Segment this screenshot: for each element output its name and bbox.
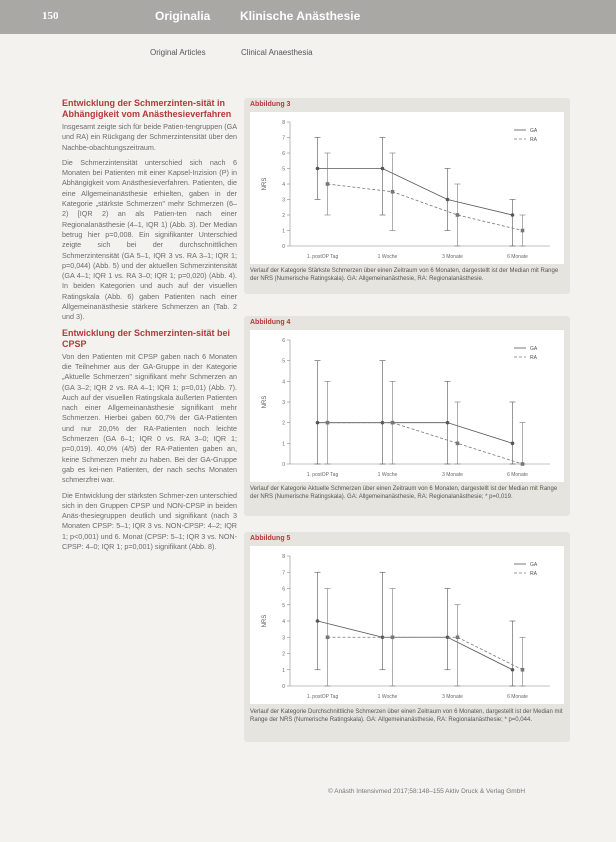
figure-title: Abbildung 4 bbox=[250, 319, 291, 326]
y-tick-label: 2 bbox=[282, 420, 285, 427]
chart-3 bbox=[250, 112, 564, 264]
y-tick-label: 1 bbox=[282, 228, 285, 235]
figure-caption: Verlauf der Kategorie Stärkste Schmerzen über einen Zeitraum von 6 Monaten, dargestellt ist der Median mit Range der NRS (Numerische Ratingskala). GA: Allgemeinanästhesie, RA: Regionalanästhesie. bbox=[250, 268, 559, 282]
y-tick-label: 3 bbox=[282, 635, 285, 642]
paragraph-1: Insgesamt zeigte sich für beide Patien-tengruppen (GA und RA) ein Rückgang der Schmerzintensität über den Nachbe-obachtungszeitraum. bbox=[62, 122, 237, 152]
y-tick-label: 2 bbox=[282, 651, 285, 658]
y-axis-label: NRS bbox=[262, 177, 268, 191]
figure-caption: Verlauf der Kategorie Durchschnittliche Schmerzen über einen Zeitraum von 6 Monaten, dargestellt ist der Median mit Range der NRS (Numerische Ratingskala). GA: Allgemeinanästhesie, RA: Regionalanästhesie; * p=0,044. bbox=[250, 709, 563, 723]
data-point bbox=[316, 619, 320, 623]
data-point bbox=[446, 198, 450, 202]
category-label: Originalia bbox=[155, 9, 211, 23]
body-text-column bbox=[62, 98, 237, 557]
data-point bbox=[391, 190, 395, 194]
legend-label: RA bbox=[530, 137, 537, 143]
data-point bbox=[381, 167, 385, 171]
chart-4 bbox=[250, 330, 564, 482]
chart-5 bbox=[250, 546, 564, 704]
figure-title: Abbildung 5 bbox=[250, 535, 291, 542]
y-tick-label: 3 bbox=[282, 400, 285, 406]
paragraph-2: Die Schmerzintensität unterschied sich nach 6 Monaten bei Patienten mit einer Kapsel-Inzision (P) in Abhängigkeit vom Anästhesieverfahren. Patienten, die eine Allgemeinanästhesie erhielten, gaben in der Kategorie „stärkste Schmerzen" mehr Schmerzen (6–2) [IQR 2) an als Patien-ten nach einer Regionalanästhesie (4–1, IQR 1) (Abb. 3). Der Median betrug hier p=0,008. Ein signifikanter Unterschied zeigte sich bei der durchschnittlichen Schmerzintensität (GA 5–1, IQR 3 vs. RA 3–1; IQR 1; p=0,044) (Abb. 5) und der aktuellen Schmerzintensität (GA 4–1; IQR 1 vs. RA 3–0; IQR 1; p=0,020) (Abb. 4). In beiden Kategorien und auch auf der visuellen Ratingskala (Abb. 6) gaben Patienten nach einer Allgemeinanästhesie stärkere Schmerzen an (Tab. 2 und 3). bbox=[62, 157, 237, 322]
category-label-2: Klinische Anästhesie bbox=[240, 9, 361, 23]
x-tick-label: 3 Monate bbox=[442, 694, 463, 700]
series-line-RA bbox=[328, 637, 523, 670]
y-tick-label: 1 bbox=[282, 667, 285, 674]
x-tick-label: 3 Monate bbox=[442, 254, 463, 260]
x-tick-label: 6 Monate bbox=[507, 694, 528, 700]
x-tick-label: 1 Woche bbox=[377, 472, 398, 478]
data-point bbox=[446, 421, 450, 425]
figure-4-plot bbox=[250, 330, 564, 482]
data-point bbox=[456, 442, 460, 446]
y-tick-label: 7 bbox=[282, 570, 285, 577]
x-tick-label: 6 Monate bbox=[507, 472, 528, 478]
y-tick-label: 5 bbox=[282, 358, 285, 365]
data-point bbox=[326, 182, 330, 186]
figure-3 bbox=[244, 98, 570, 294]
legend-label: RA bbox=[530, 355, 537, 361]
series-line-GA bbox=[318, 169, 513, 216]
y-tick-label: 0 bbox=[282, 244, 285, 250]
data-point bbox=[316, 167, 320, 171]
y-tick-label: 7 bbox=[282, 135, 285, 142]
legend-label: GA bbox=[530, 346, 538, 352]
footer-copyright: © Anästh Intensivmed 2017;58:148–155 Aktiv Druck & Verlag GmbH bbox=[328, 788, 526, 795]
x-tick-label: 6 Monate bbox=[507, 254, 528, 260]
series-line-GA bbox=[318, 423, 513, 444]
y-tick-label: 0 bbox=[282, 684, 285, 690]
y-tick-label: 6 bbox=[282, 151, 285, 157]
y-tick-label: 0 bbox=[282, 462, 285, 468]
legend-label: GA bbox=[530, 562, 538, 568]
data-point bbox=[326, 421, 330, 425]
section-heading-1: Entwicklung der Schmerzinten-sität in Abhängigkeit vom Anästhesieverfahren bbox=[62, 98, 232, 119]
y-tick-label: 1 bbox=[282, 441, 285, 448]
y-tick-label: 6 bbox=[282, 338, 285, 344]
y-tick-label: 4 bbox=[282, 379, 285, 386]
y-tick-label: 2 bbox=[282, 213, 285, 219]
data-point bbox=[326, 635, 330, 639]
y-tick-label: 4 bbox=[282, 619, 285, 625]
x-tick-label: 1. postOP Tag bbox=[306, 694, 339, 700]
category-en: Original Articles bbox=[150, 48, 206, 57]
y-tick-label: 5 bbox=[282, 166, 285, 173]
series-line-GA bbox=[318, 621, 513, 670]
y-tick-label: 4 bbox=[282, 182, 285, 188]
legend-label: GA bbox=[530, 128, 538, 134]
figure-5 bbox=[244, 532, 570, 742]
y-tick-label: 5 bbox=[282, 602, 285, 609]
x-tick-label: 3 Monate bbox=[442, 472, 463, 478]
data-point bbox=[521, 229, 525, 233]
data-point bbox=[456, 213, 460, 217]
y-axis-label: NRS bbox=[262, 614, 268, 628]
paragraph-3: Von den Patienten mit CPSP gaben nach 6 Monaten die Teilnehmer aus der GA-Gruppe in der Kategorie „Aktuelle Schmerzen" signifikant mehr Schmerzen an (GA 3–2; IQR 2 vs. RA 4–1; IQR 1; p=0,01) (Abb. 7). Auch auf der visuellen Ratingskala äußerten Patienten nach einer Allgemeinanästhesie signifikant mehr Schmerzen. Hierbei gaben 60,7% der GA-Patienten und nur 20,0% der RA-Patienten noch leichte Schmerzen (GA 6–1; IQR 0 vs. RA 3–0; IQR 1; p=0,019). 40,0% (4/5) der RA-Patienten gaben an, keine Schmerzen mehr zu haben. Bei der GA-Gruppe gab es kei-nen Patienten, der nach sechs Monaten schmerzfrei war. bbox=[62, 351, 237, 485]
page-number: 150 bbox=[42, 10, 59, 22]
data-point bbox=[511, 442, 515, 446]
x-tick-label: 1 Woche bbox=[377, 254, 398, 260]
figure-5-plot bbox=[250, 546, 564, 704]
data-point bbox=[316, 421, 320, 425]
x-tick-label: 1 Woche bbox=[377, 694, 398, 700]
y-tick-label: 6 bbox=[282, 586, 285, 593]
y-tick-label: 8 bbox=[282, 120, 285, 126]
x-tick-label: 1. postOP Tag bbox=[306, 254, 339, 260]
y-tick-label: 3 bbox=[282, 197, 285, 204]
data-point bbox=[521, 462, 525, 466]
data-point bbox=[391, 421, 395, 425]
y-axis-label: NRS bbox=[262, 395, 268, 409]
figure-title: Abbildung 3 bbox=[250, 101, 291, 108]
x-tick-label: 1. postOP Tag bbox=[306, 472, 339, 478]
y-tick-label: 8 bbox=[282, 554, 285, 560]
data-point bbox=[456, 635, 460, 639]
category-en-2: Clinical Anaesthesia bbox=[241, 48, 313, 57]
legend-label: RA bbox=[530, 571, 537, 577]
paragraph-4: Die Entwicklung der stärksten Schmer-zen unterschied sich in den Gruppen CPSP und NON-CPSP in beiden Anäs-thesiegruppen deutlich und signifikant (nach 3 Monaten CPSP: 5–1; IQR 3 vs. NON-CPSP: 4–2; IQR 1; p<0,001) und 6. Monat (CPSP: 5–1; IQR 3 vs. NON-CPSP: 4–0; IQR 1; p=0,001) signifikant (Abb. 8). bbox=[62, 490, 237, 551]
data-point bbox=[511, 668, 515, 672]
data-point bbox=[521, 668, 525, 672]
figure-3-plot bbox=[250, 112, 564, 264]
header-bar bbox=[0, 0, 616, 34]
series-line-RA bbox=[328, 184, 523, 231]
figure-caption: Verlauf der Kategorie Aktuelle Schmerzen über einen Zeitraum von 6 Monaten, dargestellt ist der Median mit Range der NRS (Numerische Ratingskala). GA: Allgemeinanästhesie, RA: Regionalanästhesie; * p=0,019. bbox=[250, 486, 558, 500]
data-point bbox=[391, 635, 395, 639]
figure-4 bbox=[244, 316, 570, 516]
data-point bbox=[511, 213, 515, 217]
section-heading-2: Entwicklung der Schmerzinten-sität bei CPSP bbox=[62, 327, 231, 349]
series-line-RA bbox=[328, 423, 523, 464]
